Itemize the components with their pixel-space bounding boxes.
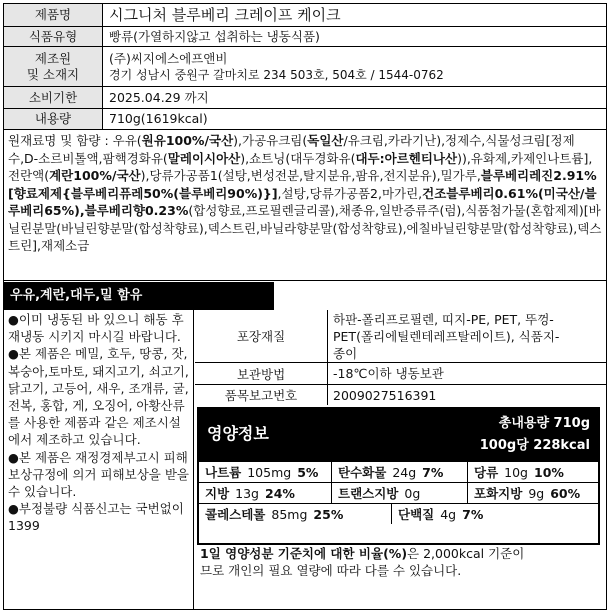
nutrition-facts [197,407,600,545]
storage-key: 보관방법 [195,363,328,384]
nutrient-cell [467,483,598,503]
nutrient-amount: 13g [235,485,259,501]
manufacturer-key-line2: 및 소재지 [26,66,80,82]
food-type-value: 빵류(가열하지않고 섭취하는 냉동식품) [109,28,320,44]
nutrition-grid [199,461,598,524]
content-value: 710g(1619kcal) [109,111,208,126]
product-name-key: 제품명 [4,4,103,26]
nutrient-pct: 10% [534,464,564,480]
food-type-key: 식품유형 [4,27,103,46]
content-row [4,109,606,130]
expiry-row [4,87,606,109]
report-key: 품목보고번호 [195,385,328,405]
packaging-key: 포장재질 [195,310,328,362]
packaging-value [328,310,606,362]
nutrient-name: 지방 [205,486,230,501]
footnote-text: 은 2,000kcal 기준이 [407,546,525,561]
report-value: 2009027516391 [333,387,437,403]
ing-text: ),쇼트닝(대두경화유( [240,150,356,166]
nutrient-amount: 85mg [271,506,308,522]
footnote-line2: 므로 개인의 필요 열량에 따라 다를 수 있습니다. [200,563,462,578]
manufacturer-value [103,47,606,86]
nutrient-pct: 7% [422,464,444,480]
nutrient-cell [199,462,331,482]
footnote-line1 [200,545,600,562]
nutrient-name: 탄수화물 [338,465,387,480]
nutrient-name: 포화지방 [474,486,523,501]
ing-bold: 원유100%/국산 [141,133,234,148]
nutrition-title: 영양정보 [207,424,269,443]
note-compensation: ●본 제품은 재정경제부고시 피해보상규정에 의거 피해보상을 받을 수 있습니다. [8,449,189,500]
nutrition-row [199,503,598,524]
ing-bold: 블루베리레진2.91%[향료제제{블루베리퓨레50%(블루베리90%)}] [8,168,597,201]
nutrient-pct: 7% [462,506,484,522]
storage-value: -18℃이하 냉동보관 [333,366,444,381]
food-label [3,3,607,610]
manufacturer-name: (주)씨지에스에프앤비 [109,50,228,66]
info-table [195,310,606,405]
report-row [195,385,606,405]
packaging-line: 종이 [333,345,358,361]
nutrition-row [199,461,598,482]
nutrient-cell [199,504,391,524]
ing-text: ),당류가공품1(설탕,변성전분,탈지분유,팜유,전지분유),밀가루, [140,168,481,183]
nutrient-amount: 105mg [247,464,292,480]
ing-bold: 독일산 [307,133,344,148]
product-name-value: 시그니처 블루베리 크레이프 케이크 [109,6,341,24]
ing-bold: 말레이시아산 [167,150,241,166]
nutrition-summary [480,409,598,461]
note-refreeze: ●이미 냉동된 바 있으니 해동 후 재냉동 시키지 마시길 바랍니다. [8,312,184,345]
nutrient-cell [331,462,467,482]
nutrient-amount: 4g [440,506,457,522]
nutrition-total: 총내용량 710g [498,416,590,431]
product-name-row [4,4,606,27]
nutrient-amount: 9g [528,485,545,501]
nutrient-cell [199,483,331,503]
ing-text: /유크림,카라기난),정제수,식물성크림[정제수,D-소르비톨액,팜핵경화유( [8,133,575,166]
ing-bold: 계란100%/국산 [49,168,141,183]
note-report: ●부정불량 식품신고는 국번없이 1399 [8,501,184,534]
nutrition-footnote [197,545,600,579]
ingredients-text [4,130,606,281]
footnote-bold: 1일 영양성분 기준치에 대한 비율(%) [200,546,408,561]
nutrient-name: 나트륨 [205,465,242,480]
nutrient-amount: 10g [504,464,528,480]
nutrient-cell [467,462,598,482]
nutrient-cell [391,504,598,524]
allergen-banner: 우유,계란,대두,밀 함유 [4,282,274,310]
ing-text: )),유화제,카제인나트륨],전란액( [8,150,593,183]
ing-bold: 대두:아르헨티나산 [355,150,458,166]
manufacturer-address: 경기 성남시 중원구 갈마치로 234 503호, 504호 / 1544-0762 [109,67,444,82]
ing-text: ,설탕,당류가공품2,마가린, [277,185,423,201]
expiry-value: 2025.04.29 까지 [109,89,209,105]
nutrient-name: 당류 [474,465,499,480]
nutrient-name: 콜레스테롤 [205,507,266,522]
note-facility: ●본 제품은 메밀, 호두, 땅콩, 잣, 복숭아,토마토, 돼지고기, 쇠고기, 닭고기, 고등어, 새우, 조개류, 굴, 전복, 홍합, 게, 오징어, 아황산류를 사용한 제품과 같은 제조시설에서 제조하고 있습니다. [8,346,189,448]
nutrient-pct: 25% [313,506,344,522]
manufacturer-row [4,47,606,87]
nutrient-amount: 0g [404,485,421,501]
notes-column [4,310,194,609]
nutrition-row [199,482,598,503]
nutrient-name: 단백질 [398,507,435,522]
nutrient-pct: 5% [297,464,319,480]
content-key: 내용량 [4,109,103,129]
food-type-row [4,27,606,47]
nutrition-per: 100g당 228kcal [479,438,590,453]
packaging-line: PET(폴리에틸렌테레프탈레이트), 식품지- [333,328,560,344]
nutrient-pct: 60% [550,485,581,501]
storage-row [195,363,606,385]
ing-text: (합성향료,프로필렌글리콜),채종유,일반증류주(럼),식품첨가물(혼합제제)[바닐린분말(바닐린향분말(합성착향료),덱스트린,바닐라향분말(합성착향료),에칠바닐린향분말(합성착향료),덱스트린],재제소금 [8,203,602,253]
packaging-row [195,310,606,363]
ing-bold: 건조블루베리0.61%(미국산/블루베리65%),블루베리향0.23% [8,185,597,218]
packaging-line: 하판-폴리프로필렌, 띠지-PE, PET, 뚜껑- [333,311,554,327]
ing-text: 원재료명 및 함량 : 우유( [8,133,142,148]
nutrient-cell [331,483,467,503]
nutrition-header [199,409,598,461]
nutrient-pct: 24% [265,485,295,501]
nutrient-amount: 24g [392,464,417,480]
manufacturer-key-line1: 제조원 [34,50,72,66]
expiry-key: 소비기한 [4,87,103,108]
ing-text: ),가공유크림( [233,133,308,148]
nutrient-name: 트랜스지방 [338,486,399,501]
manufacturer-key [4,47,103,86]
